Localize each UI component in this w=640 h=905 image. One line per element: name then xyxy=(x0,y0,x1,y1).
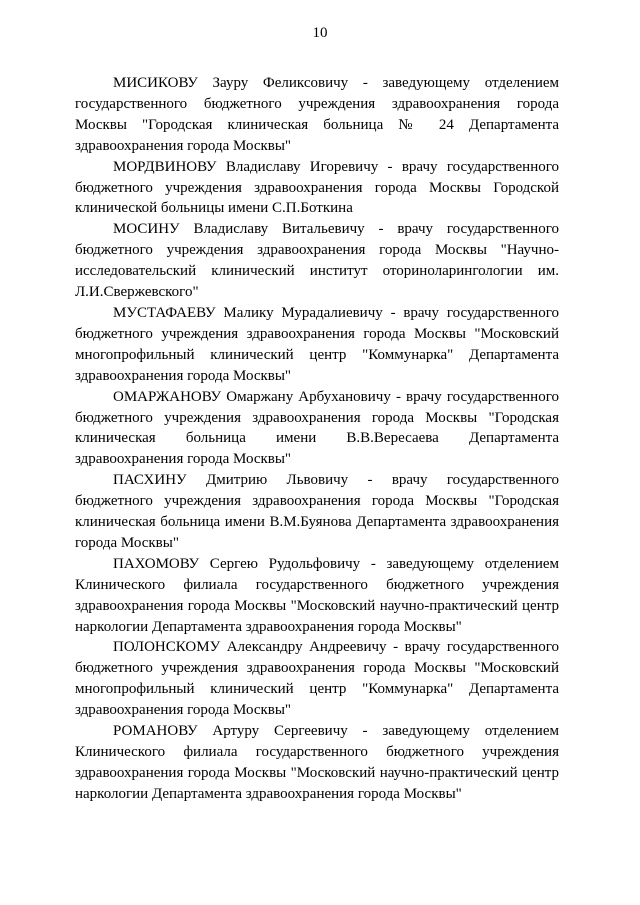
list-item-pakhomov xyxy=(75,554,559,638)
person-position: - заведующему отделением Клинического филиала государственного бюджетного учреждения здравоохранения города Москвы "Московский научно-практический центр наркологии Департамента здравоохранения города Москвы" xyxy=(75,723,559,802)
person-name: РОМАНОВУ Артуру Сергеевичу xyxy=(113,723,348,740)
person-name: ОМАРЖАНОВУ Омаржану Арбухановичу xyxy=(113,388,391,405)
person-name: ПАХОМОВУ Сергею Рудольфовичу xyxy=(113,555,361,572)
list-item-mosin xyxy=(75,219,559,303)
list-item-omarzhanov xyxy=(75,387,559,471)
person-position: - врачу государственного бюджетного учреждения здравоохранения города Москвы "Научно-исследовательский клинический институт оториноларингологии им. Л.И.Свержевского" xyxy=(75,221,559,301)
list-item-misikov xyxy=(75,73,559,157)
list-item-mustafaev xyxy=(75,303,559,387)
list-item-polonsky xyxy=(75,637,559,721)
person-position: - врачу государственного бюджетного учреждения здравоохранения города Москвы "Городская клиническая больница имени В.В.Вересаева Департамента здравоохранения города Москвы" xyxy=(75,388,559,468)
person-name: МОСИНУ Владиславу Витальевичу xyxy=(113,221,365,238)
award-list xyxy=(75,73,559,805)
person-name: МИСИКОВУ Зауру Феликсовичу xyxy=(113,75,349,91)
person-position: - врачу государственного бюджетного учреждения здравоохранения города Москвы Городской клинической больницы имени С.П.Боткина xyxy=(75,158,559,217)
person-position: - врачу государственного бюджетного учреждения здравоохранения города Москвы "Московский многопрофильный клинический центр "Коммунарка" Департамента здравоохранения города Москвы" xyxy=(75,304,559,384)
person-position: - заведующему отделением Клинического филиала государственного бюджетного учреждения здравоохранения города Москвы "Московский научно-практический центр наркологии Департамента здравоохранения города Москвы" xyxy=(75,555,559,635)
person-name: ПАСХИНУ Дмитрию Львовичу xyxy=(113,472,349,489)
person-name: ПОЛОНСКОМУ Александру Андреевичу xyxy=(113,639,387,656)
list-item-mordvinov xyxy=(75,157,559,220)
person-position: - врачу государственного бюджетного учреждения здравоохранения города Москвы "Городская клиническая больница имени В.М.Буянова Департамента здравоохранения города Москвы" xyxy=(75,472,559,551)
list-item-paskhin xyxy=(75,470,559,554)
person-name: МУСТАФАЕВУ Малику Мурадалиевичу xyxy=(113,304,383,321)
person-name: МОРДВИНОВУ Владиславу Игоревичу xyxy=(113,158,379,175)
page-number: 10 xyxy=(312,25,328,41)
person-position: - заведующему отделением государственного бюджетного учреждения здравоохранения города Москвы "Городская клиническая больница № 24 Департамента здравоохранения города Москвы" xyxy=(75,75,559,154)
person-position: - врачу государственного бюджетного учреждения здравоохранения города Москвы "Московский многопрофильный клинический центр "Коммунарка" Департамента здравоохранения города Москвы" xyxy=(75,639,559,719)
list-item-romanov xyxy=(75,721,559,805)
